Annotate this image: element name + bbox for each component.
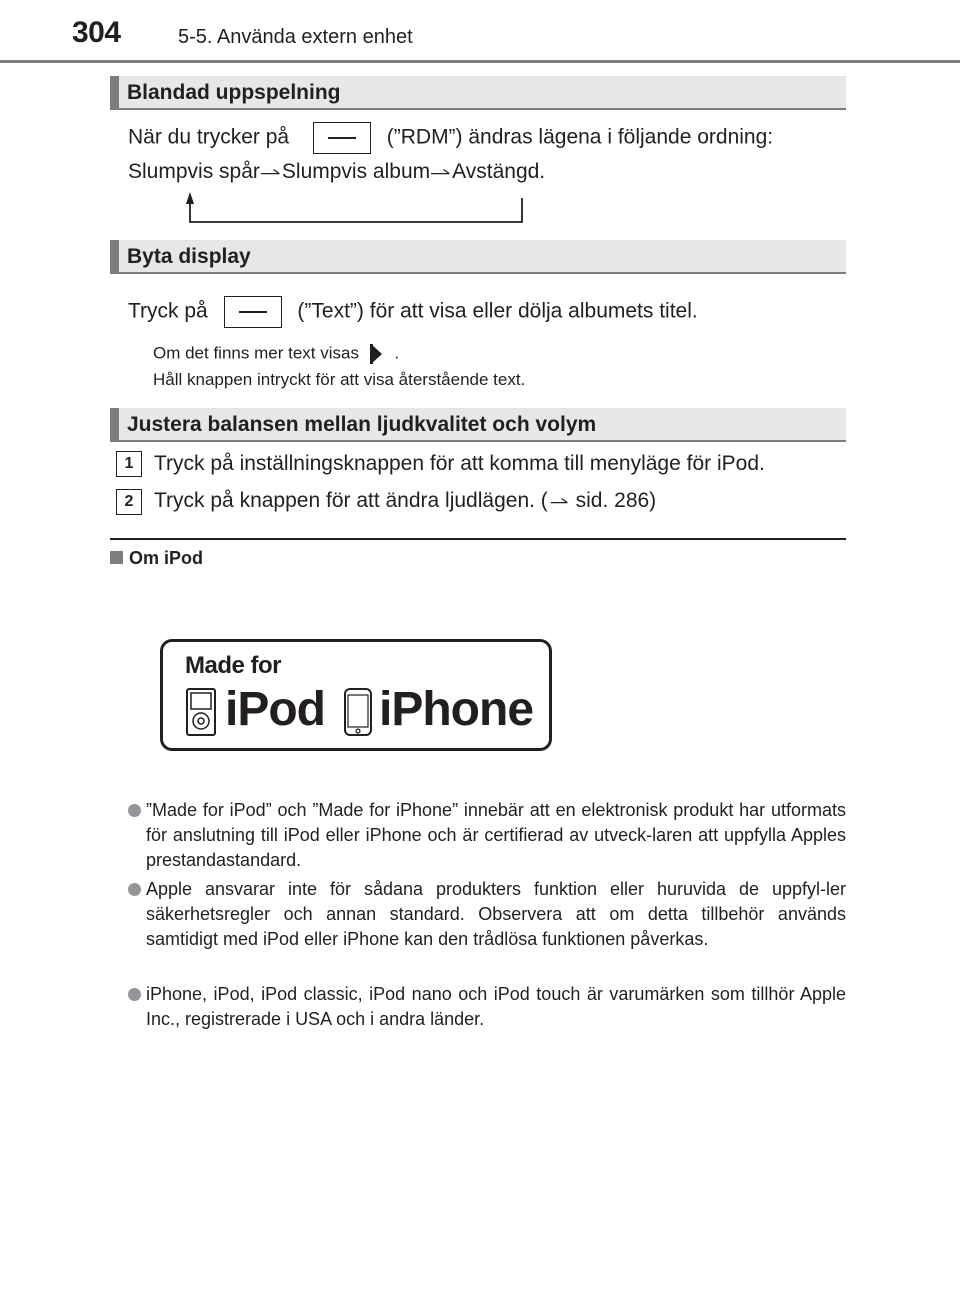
section-heading-shuffle <box>110 76 846 110</box>
about-bullet-2 <box>128 877 846 952</box>
display-text-post: (”Text”) för att visa eller dölja albumets titel. <box>297 299 698 323</box>
seq-item-2: Slumpvis album <box>281 160 431 183</box>
step-number-2: 2 <box>116 489 142 515</box>
section-title: Byta display <box>127 245 251 268</box>
text-button-icon <box>224 296 282 328</box>
bullet-text: Apple ansvarar inte för sådana produkters funktion eller huruvida de uppfyl-ler säkerhetsregler och annan standard. Observera att om detta tillbehör används samtidigt med iPod eller iPhone kan den trådlösa funktionen påverkas. <box>146 879 846 949</box>
display-note-2: Håll knappen intryckt för att visa återstående text. <box>153 370 526 389</box>
display-note-1 <box>153 342 399 366</box>
cycle-return-arrow <box>180 192 528 228</box>
logo-iphone-text: iPhone <box>379 683 534 736</box>
step-number-1: 1 <box>116 451 142 477</box>
chapter-title: 5-5. Använda extern enhet <box>178 26 413 48</box>
display-instruction <box>128 296 698 328</box>
shuffle-instruction <box>128 122 773 154</box>
bullet-text: iPhone, iPod, iPod classic, iPod nano och iPod touch är varumärken som tillhör Apple Inc., registrerade i USA och i andra länder. <box>146 984 846 1029</box>
iphone-icon <box>343 687 375 737</box>
arrow-right-icon <box>430 167 452 177</box>
step-text-2 <box>154 489 656 513</box>
step-2-pre: Tryck på knappen för att ändra ljudlägen. ( <box>154 489 548 512</box>
page-number: 304 <box>72 16 121 49</box>
section-bar <box>110 76 119 108</box>
logo-made-for: Made for <box>185 652 282 679</box>
section-bar <box>110 240 119 272</box>
section-title: Justera balansen mellan ljudkvalitet och volym <box>127 413 597 436</box>
note-period: . <box>394 343 400 363</box>
about-heading-text: Om iPod <box>129 548 204 568</box>
section-title: Blandad uppspelning <box>127 81 341 104</box>
step-text-1: Tryck på inställningsknappen för att komma till menyläge för iPod. <box>154 452 765 475</box>
seq-item-1: Slumpvis spår <box>128 160 260 183</box>
about-bullet-3 <box>128 982 846 1032</box>
section-heading-display <box>110 240 846 274</box>
square-bullet-icon <box>110 551 123 564</box>
about-bullet-1 <box>128 798 846 873</box>
about-heading <box>110 548 203 569</box>
arrow-right-icon <box>260 167 282 177</box>
step-2-post: sid. 286) <box>575 489 657 512</box>
section-divider <box>110 538 846 540</box>
logo-ipod-text: iPod <box>225 683 325 736</box>
note-text: Om det finns mer text visas <box>153 343 359 363</box>
display-text-pre: Tryck på <box>128 299 208 323</box>
section-heading-balance <box>110 408 846 442</box>
more-text-indicator-icon <box>368 342 386 366</box>
bullet-dot-icon <box>128 804 141 817</box>
shuffle-text-pre: När du trycker på <box>128 125 290 149</box>
bullet-text: ”Made for iPod” och ”Made for iPhone” innebär att en elektronisk produkt har utformats för anslutning till iPod eller iPhone och är certifierad av utveck-laren att uppfylla Apples prestandastandard. <box>146 800 846 870</box>
seq-item-3: Avstängd. <box>452 160 546 183</box>
ipod-icon <box>185 687 219 737</box>
bullet-dot-icon <box>128 988 141 1001</box>
shuffle-sequence <box>128 160 545 184</box>
made-for-ipod-iphone-logo <box>160 639 552 751</box>
shuffle-text-post: (”RDM”) ändras lägena i följande ordning: <box>386 125 774 149</box>
header-rule <box>0 60 960 63</box>
section-bar <box>110 408 119 440</box>
rdm-button-icon <box>313 122 371 154</box>
bullet-dot-icon <box>128 883 141 896</box>
arrow-right-icon <box>548 496 570 506</box>
